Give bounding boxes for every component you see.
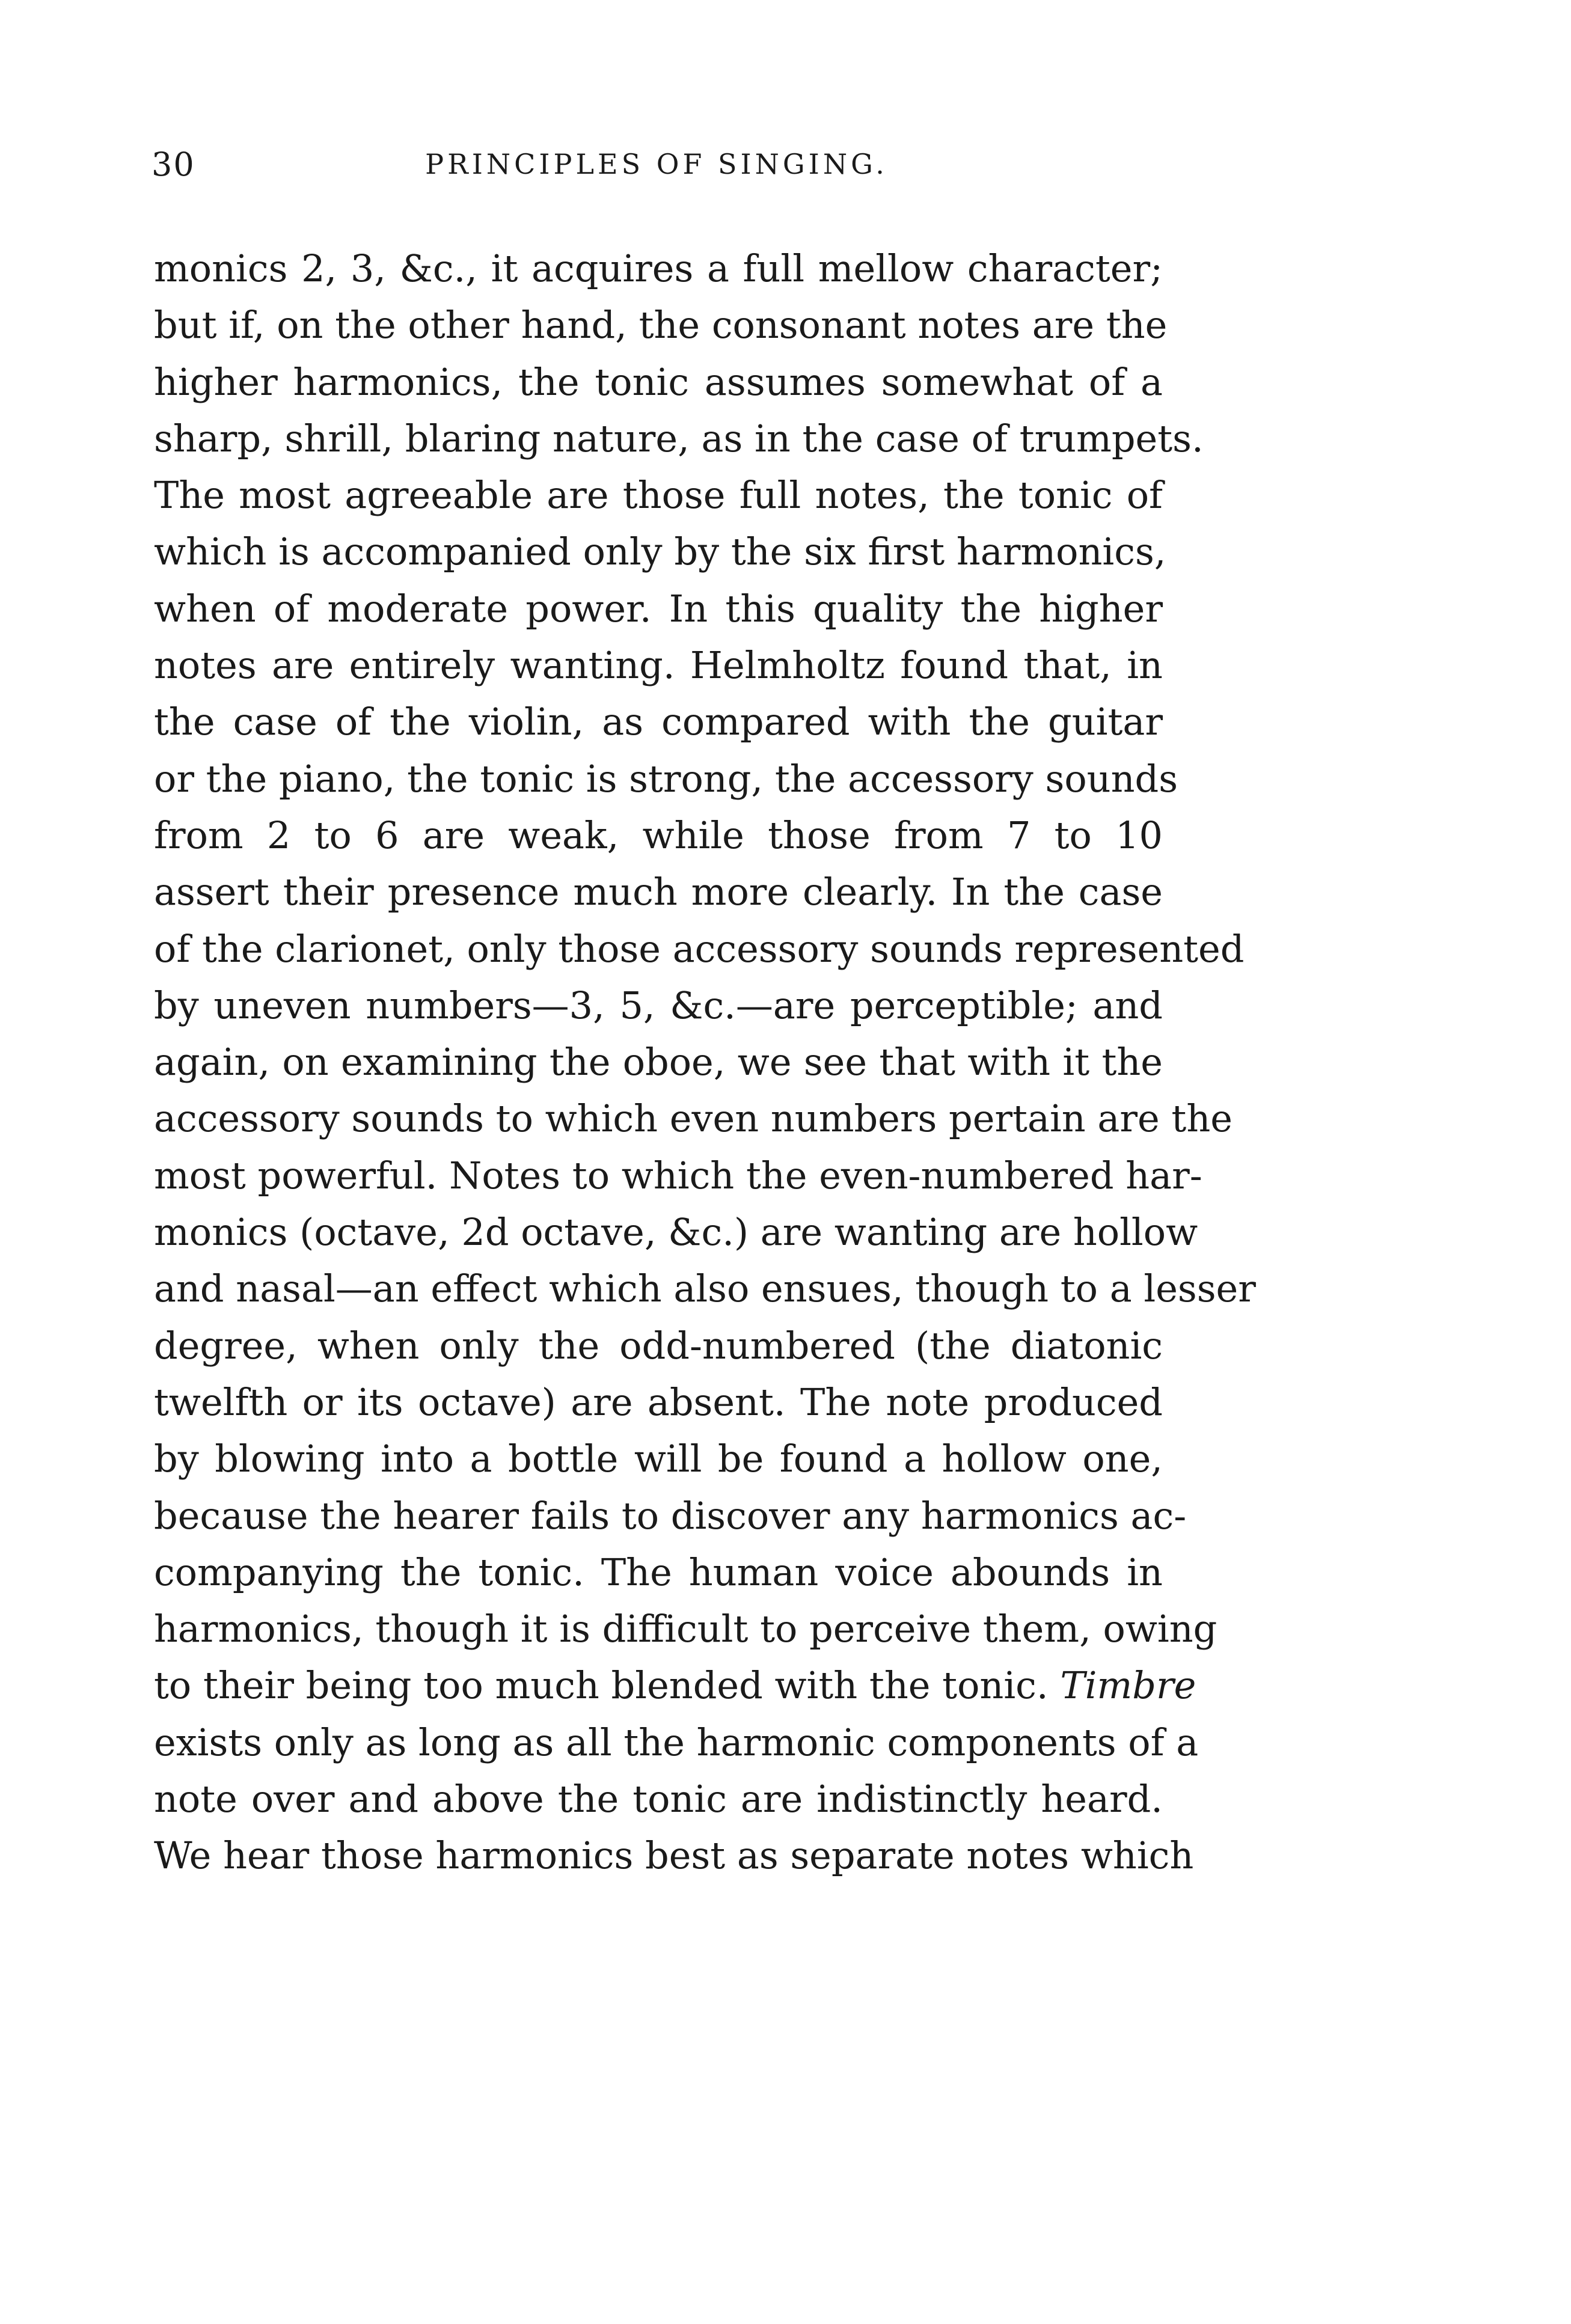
text-line: or the piano, the tonic is strong, the accessory sounds [154, 756, 1178, 801]
body-text [154, 240, 1256, 1885]
text-line: The most agreeable are those full notes, the tonic of [154, 473, 1163, 518]
text-segment: to their being too much blended with the tonic. [154, 1663, 1049, 1708]
text-line: the case of the violin, as compared with the guitar [154, 700, 1163, 744]
running-head-title: PRINCIPLES OF SINGING. [425, 148, 888, 180]
text-line: harmonics, though it is difficult to perceive them, owing [154, 1607, 1217, 1651]
text-line: most powerful. Notes to which the even-numbered har- [154, 1153, 1202, 1197]
text-line: by uneven numbers—3, 5, &c.—are perceptible; and [154, 983, 1163, 1027]
text-line: twelfth or its octave) are absent. The note produced [154, 1380, 1163, 1424]
text-line: sharp, shrill, blaring nature, as in the case of trumpets. [154, 416, 1204, 460]
text-line: monics 2, 3, &c., it acquires a full mellow character; [154, 246, 1163, 290]
text-line: from 2 to 6 are weak, while those from 7 to 10 [154, 813, 1163, 857]
text-line: higher harmonics, the tonic assumes somewhat of a [154, 359, 1163, 404]
text-line: notes are entirely wanting. Helmholtz found that, in [154, 643, 1163, 688]
text-line: degree, when only the odd-numbered (the diatonic [154, 1323, 1163, 1368]
text-line: when of moderate power. In this quality the higher [154, 586, 1163, 631]
page-header [152, 145, 1162, 200]
italic-term: Timbre [1060, 1663, 1196, 1708]
text-line: companying the tonic. The human voice abounds in [154, 1550, 1163, 1594]
text-line: because the hearer fails to discover any harmonics ac- [154, 1493, 1187, 1538]
text-line: by blowing into a bottle will be found a hollow one, [154, 1437, 1163, 1481]
text-line: and nasal—an effect which also ensues, though to a lesser [154, 1267, 1256, 1311]
text-line: of the clarionet, only those accessory sounds represented [154, 926, 1245, 971]
text-line: but if, on the other hand, the consonant notes are the [154, 303, 1168, 347]
page-number: 30 [152, 145, 195, 183]
text-line: assert their presence much more clearly. In the case [154, 870, 1163, 914]
text-line: again, on examining the oboe, we see that with it the [154, 1040, 1163, 1084]
text-line: accessory sounds to which even numbers pertain are the [154, 1096, 1233, 1141]
text-line: exists only as long as all the harmonic components of a [154, 1720, 1199, 1764]
text-line: We hear those harmonics best as separate notes which [154, 1833, 1194, 1878]
text-line: which is accompanied only by the six first harmonics, [154, 530, 1166, 574]
text-line: monics (octave, 2d octave, &c.) are wanting are hollow [154, 1210, 1198, 1255]
text-line: note over and above the tonic are indistinctly heard. [154, 1777, 1163, 1821]
text-line-with-italic [154, 1657, 1196, 1714]
